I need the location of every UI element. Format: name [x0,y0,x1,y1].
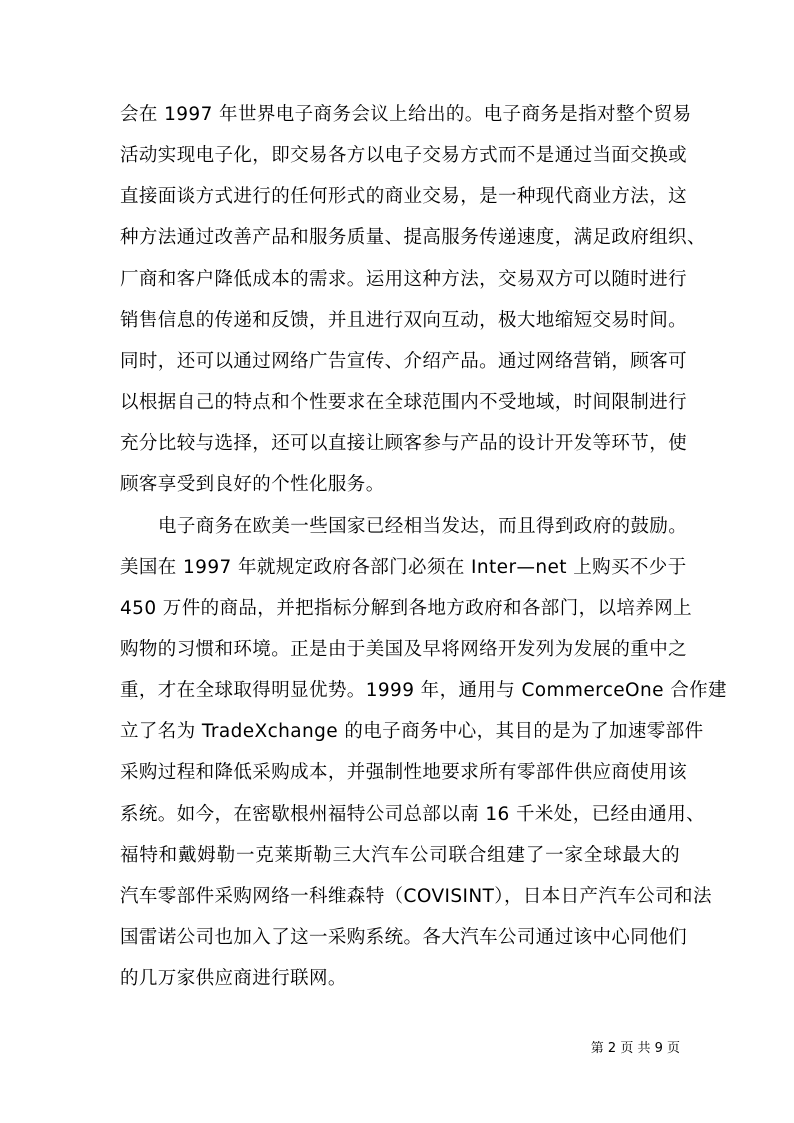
paragraph1-line: 会在 1997 年世界电子商务会议上给出的。电子商务是指对整个贸易 [120,104,692,125]
paragraph2-line: 系统。如今，在密歇根州福特公司总部以南 16 千米处，已经由通用、 [120,804,706,825]
paragraph1-line: 同时，还可以通过网络广告宣传、介绍产品。通过网络营销，顾客可 [120,351,688,372]
paragraph2-line: 国雷诺公司也加入了这一采购系统。各大汽车公司通过该中心同他们 [120,927,688,948]
paragraph2-line: 购物的习惯和环境。正是由于美国及早将网络开发列为发展的重中之 [120,639,688,660]
paragraph2-line: 汽车零部件采购网络一科维森特（COVISINT），日本日产汽车公司和法 [120,886,712,907]
paragraph2-line: 电子商务在欧美一些国家已经相当发达，而且得到政府的鼓励。 [158,516,688,537]
page-number-footer: 第 2 页 共 9 页 [590,1041,680,1056]
paragraph2-line: 美国在 1997 年就规定政府各部门必须在 Inter—net 上购买不少于 [120,557,687,578]
paragraph1-line: 厂商和客户降低成本的需求。运用这种方法，交易双方可以随时进行 [120,269,688,290]
paragraph1-line: 顾客享受到良好的个性化服务。 [120,474,385,495]
paragraph2-line: 450 万件的商品，并把指标分解到各地方政府和各部门，以培养网上 [120,598,692,619]
paragraph2-line: 立了名为 TradeXchange 的电子商务中心，其目的是为了加速零部件 [120,721,704,742]
paragraph2-line: 采购过程和降低采购成本，并强制性地要求所有零部件供应商使用该 [120,762,688,783]
paragraph1-line: 销售信息的传递和反馈，并且进行双向互动，极大地缩短交易时间。 [120,310,688,331]
paragraph1-line: 充分比较与选择，还可以直接让顾客参与产品的设计开发等环节，使 [120,433,688,454]
paragraph1-line: 直接面谈方式进行的任何形式的商业交易，是一种现代商业方法，这 [120,186,688,207]
paragraph1-line: 种方法通过改善产品和服务质量、提高服务传递速度，满足政府组织、 [120,227,706,248]
paragraph1-line: 活动实现电子化，即交易各方以电子交易方式而不是通过当面交换或 [120,145,688,166]
paragraph2-line: 的几万家供应商进行联网。 [120,968,347,989]
paragraph1-line: 以根据自己的特点和个性要求在全球范围内不受地域，时间限制进行 [120,392,688,413]
paragraph2-line: 福特和戴姆勒一克莱斯勒三大汽车公司联合组建了一家全球最大的 [120,845,680,866]
paragraph2-line: 重，才在全球取得明显优势。1999 年，通用与 CommerceOne 合作建 [120,680,727,701]
